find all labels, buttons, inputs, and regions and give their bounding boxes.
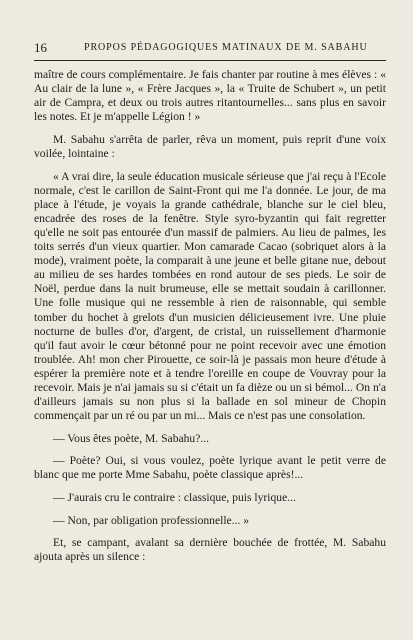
dialogue-line: — Vous êtes poète, M. Sabahu?... (53, 431, 210, 445)
page-number: 16 (34, 40, 47, 55)
dialogue-line: — Poète? Oui, si vous voulez, poète lyrique avant le petit verre de blanc que me porte Mme Sabahu, poète classique après!... (34, 454, 386, 482)
paragraph: maître de cours complémentaire. Je fais chanter par routine à mes élèves : « Au clair de la lune », « Frère Jacques », la « Truite de Schubert », un petit air de Campra, et deux ou trois autres ritantournelles... sans plus en savoir les notes. Et je m'appelle Légion ! » (34, 68, 386, 124)
dialogue-line: — Non, par obligation professionnelle... » (53, 513, 250, 527)
body-text (34, 68, 386, 573)
paragraph: « A vrai dire, la seule éducation musicale sérieuse que j'ai reçu à l'Ecole normale, c'est le carillon de Saint-Front qui me l'a donnée. Le jour, de ma place à l'étude, je voyais la grande cathédrale, blanche sur le ciel bleu, encadrée des roses de la fenêtre. Style syro-byzantin qui fait regretter qu'elle ne soit pas entourée d'un massif de palmiers. Au lieu de palmes, les toits serrés d'un vieux quartier. Mon camarade Cacao (sobriquet alors à la mode), vraiment poète, la comparait à une jeune et belle gitane nue, debout au milieu de ses hardes tombées en rond autour de ses pieds. Le soir de Noël, perdue dans la nuit brumeuse, elle se mettait soudain à carillonner. Une folle musique qui ne ressemble à rien de raisonnable, qui semble tomber du hochet à grelots d'un musicien délicieusement ivre. Une pluie nocturne de bulles d'or, d'argent, de cristal, un ruissellement d'harmonie qu'il faut avoir le cœur bétonné pour ne point recevoir avec une émotion troublée. Ah! mon cher Pirouette, ce soir-là je passais mon heure d'étude à espérer la première note et à tendre l'oreille en coupe de Vouvray pour la recevoir. Mais je n'ai jamais su si c'était un fa dièze ou un si bémol... On n'a d'ailleurs jamais su non plus si la ballade en sol mineur de Chopin commençait par un ré ou par un mi... Mais ce n'est pas une consolation. (34, 169, 386, 423)
header-rule (34, 60, 386, 61)
running-head: PROPOS PÉDAGOGIQUES MATINAUX DE M. SABAHU (84, 42, 368, 53)
paragraph: M. Sabahu s'arrêta de parler, rêva un moment, puis reprit d'une voix voilée, lointaine : (34, 132, 386, 160)
dialogue-line: — J'aurais cru le contraire : classique, puis lyrique... (53, 491, 296, 505)
page-header (34, 40, 386, 56)
paragraph: Et, se campant, avalant sa dernière bouchée de frottée, M. Sabahu ajouta après un silence : (34, 536, 386, 564)
